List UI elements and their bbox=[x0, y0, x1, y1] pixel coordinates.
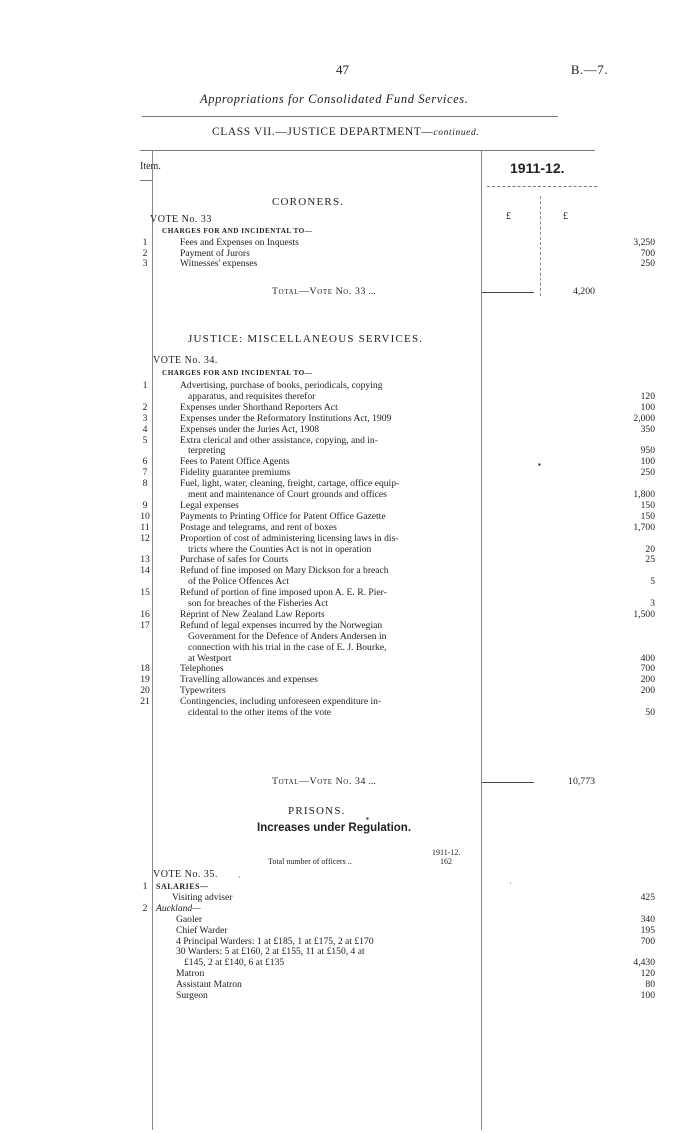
item-description: Purchase of safes for Courts bbox=[180, 554, 289, 566]
item-amount: 3,250 bbox=[633, 237, 655, 248]
item-amount: 120 bbox=[640, 390, 655, 402]
item-number: 4 bbox=[142, 423, 148, 435]
pound-sign-a: £ bbox=[506, 211, 511, 222]
item-description: Reprint of New Zealand Law Reports bbox=[180, 608, 325, 620]
justice-item-row bbox=[140, 697, 680, 707]
item-number: 11 bbox=[140, 521, 150, 533]
item-description: Surgeon bbox=[176, 990, 208, 1001]
stray-mark-vote-35: · bbox=[238, 873, 241, 882]
item-amount: 425 bbox=[640, 891, 655, 903]
justice-item-row bbox=[140, 381, 680, 391]
item-amount: 80 bbox=[645, 979, 655, 991]
item-number: 2 bbox=[142, 247, 148, 259]
item-amount: 200 bbox=[640, 674, 655, 686]
item-description: Legal expenses bbox=[180, 499, 239, 511]
item-number: 5 bbox=[142, 434, 148, 446]
justice-item-row bbox=[140, 534, 680, 544]
item-description: cidental to the other items of the vote bbox=[188, 707, 332, 718]
item-amount: 1,800 bbox=[633, 489, 655, 500]
item-description: Travelling allowances and expenses bbox=[180, 674, 318, 686]
item-number: 8 bbox=[142, 478, 148, 490]
justice-item-row bbox=[140, 523, 680, 533]
class-title-main: CLASS VII.—JUSTICE DEPARTMENT— bbox=[212, 126, 434, 138]
item-description: apparatus, and requisites therefor bbox=[188, 390, 316, 402]
justice-item-row bbox=[140, 599, 680, 609]
officers-count: 162 bbox=[440, 857, 452, 866]
item-description: Extra clerical and other assistance, copying, and in- bbox=[180, 434, 378, 446]
justice-item-row bbox=[140, 654, 680, 664]
justice-item-row bbox=[140, 468, 680, 478]
item-amount: 3 bbox=[650, 598, 655, 609]
item-description: son for breaches of the Fisheries Act bbox=[188, 598, 329, 609]
item-description: Matron bbox=[176, 968, 205, 980]
vote-33-total-label: Total—Vote No. 33 ... bbox=[272, 286, 376, 297]
item-description: ment and maintenance of Court grounds and offices bbox=[188, 489, 387, 500]
item-amount: 20 bbox=[645, 543, 655, 555]
justice-item-row bbox=[140, 436, 680, 446]
justice-item-row bbox=[140, 588, 680, 598]
stray-mark-amount: · bbox=[509, 879, 512, 888]
item-description: Payment of Jurors bbox=[180, 247, 250, 259]
vote-33-total-text: Total—Vote No. 33 bbox=[272, 286, 367, 297]
coroners-item-row bbox=[140, 259, 680, 269]
item-number: 12 bbox=[140, 532, 150, 544]
justice-item-row bbox=[140, 512, 680, 522]
item-amount: 700 bbox=[640, 935, 655, 947]
justice-item-row bbox=[140, 664, 680, 674]
prisons-item-row bbox=[140, 904, 680, 914]
item-amount: 50 bbox=[645, 707, 655, 718]
item-number: 14 bbox=[140, 565, 150, 577]
table-top-rule bbox=[140, 150, 595, 151]
prisons-item-row bbox=[140, 958, 680, 968]
item-description: Refund of legal expenses incurred by the Norwegian bbox=[180, 619, 383, 631]
item-amount: 1,700 bbox=[633, 521, 655, 533]
item-amount: 250 bbox=[640, 258, 655, 269]
item-amount: 150 bbox=[640, 510, 655, 522]
prisons-item-row bbox=[140, 947, 680, 957]
item-description: connection with his trial in the case of E. J. Bourke, bbox=[188, 641, 387, 653]
item-description: Typewriters bbox=[180, 685, 226, 697]
class-title bbox=[212, 126, 479, 138]
item-amount: 195 bbox=[640, 924, 655, 936]
justice-item-row bbox=[140, 566, 680, 576]
item-description: Witnesses' expenses bbox=[180, 258, 258, 269]
item-number: 2 bbox=[142, 401, 148, 413]
item-description: Expenses under the Reformatory Institutions Act, 1909 bbox=[180, 412, 392, 424]
item-number: 2 bbox=[142, 902, 148, 914]
prisons-item-row bbox=[140, 882, 680, 892]
justice-item-row bbox=[140, 686, 680, 696]
justice-item-row bbox=[140, 610, 680, 620]
item-number: 10 bbox=[140, 510, 150, 522]
item-description: Proportion of cost of administering licensing laws in dis- bbox=[180, 532, 399, 544]
item-description: Fidelity guarantee premiums bbox=[180, 467, 291, 479]
item-number: 1 bbox=[142, 237, 148, 248]
stray-mark: ▪ bbox=[538, 460, 541, 469]
title-rule bbox=[142, 116, 558, 117]
justice-item-row bbox=[140, 555, 680, 565]
item-number: 16 bbox=[140, 608, 150, 620]
justice-item-row bbox=[140, 632, 680, 642]
item-amount: 200 bbox=[640, 685, 655, 697]
item-amount: 2,000 bbox=[633, 412, 655, 424]
year-column-header: 1911-12. bbox=[510, 160, 565, 176]
item-description: 4 Principal Warders: 1 at £185, 1 at £175, 2 at £170 bbox=[176, 935, 374, 947]
item-amount: 950 bbox=[640, 445, 655, 457]
item-description: Auckland— bbox=[156, 902, 201, 914]
item-number: 19 bbox=[140, 674, 150, 686]
vote-34-total: 10,773 bbox=[568, 776, 595, 787]
justice-item-row bbox=[140, 403, 680, 413]
item-column-header: Item. bbox=[140, 161, 161, 172]
item-description: SALARIES— bbox=[156, 882, 209, 891]
item-number: 3 bbox=[142, 412, 148, 424]
item-amount: 4,430 bbox=[633, 957, 655, 969]
item-number: 7 bbox=[142, 467, 148, 479]
item-amount: 120 bbox=[640, 968, 655, 980]
justice-heading: JUSTICE: MISCELLANEOUS SERVICES. bbox=[188, 333, 424, 345]
coroners-heading: CORONERS. bbox=[272, 196, 345, 208]
item-description: Government for the Defence of Anders Andersen in bbox=[188, 630, 387, 642]
increases-heading: Increases under Regulation. bbox=[257, 822, 412, 834]
justice-item-row bbox=[140, 708, 680, 718]
officers-label: Total number of officers .. bbox=[268, 857, 352, 866]
vote-35-heading: VOTE No. 35. bbox=[153, 869, 218, 880]
item-amount: 700 bbox=[640, 663, 655, 675]
justice-item-row bbox=[140, 643, 680, 653]
vote-34-charges-heading: CHARGES FOR AND INCIDENTAL TO— bbox=[162, 369, 313, 377]
item-number: 3 bbox=[142, 258, 148, 269]
item-amount: 150 bbox=[640, 499, 655, 511]
vote-33-charges-heading: CHARGES FOR AND INCIDENTAL TO— bbox=[162, 227, 313, 235]
item-number: 15 bbox=[140, 587, 150, 599]
item-number: 20 bbox=[140, 685, 150, 697]
class-title-continued: continued. bbox=[433, 128, 480, 138]
prisons-item-row bbox=[140, 969, 680, 979]
justice-item-row bbox=[140, 545, 680, 555]
item-number: 9 bbox=[142, 499, 148, 511]
item-amount: 400 bbox=[640, 652, 655, 664]
document-reference: B.—7. bbox=[570, 62, 608, 77]
item-description: Expenses under Shorthand Reporters Act bbox=[180, 401, 338, 413]
prisons-item-row bbox=[140, 893, 680, 903]
vote-34-total-text: Total—Vote No. 34 bbox=[272, 776, 367, 787]
item-description: Fees to Patent Office Agents bbox=[180, 456, 290, 468]
item-description: Gaoler bbox=[176, 913, 203, 925]
item-number: 17 bbox=[140, 619, 150, 631]
page-number: 47 bbox=[336, 62, 349, 77]
justice-item-row bbox=[140, 490, 680, 500]
item-amount: 100 bbox=[640, 456, 655, 468]
justice-item-row bbox=[140, 577, 680, 587]
justice-item-row bbox=[140, 414, 680, 424]
vote-34-heading: VOTE No. 34. bbox=[153, 355, 218, 366]
item-description: Contingencies, including unforeseen expenditure in- bbox=[180, 696, 382, 708]
coroners-item-row bbox=[140, 238, 680, 248]
vote-33-total: 4,200 bbox=[572, 286, 595, 297]
item-number: 21 bbox=[140, 696, 150, 708]
item-description: Expenses under the Juries Act, 1908 bbox=[180, 423, 320, 435]
item-description: Assistant Matron bbox=[176, 979, 242, 991]
item-description: Payments to Printing Office for Patent Office Gazette bbox=[180, 510, 386, 522]
justice-item-row bbox=[140, 621, 680, 631]
item-description: Chief Warder bbox=[176, 924, 228, 936]
item-number: 18 bbox=[140, 663, 150, 675]
item-amount: 100 bbox=[640, 401, 655, 413]
item-description: terpreting bbox=[188, 445, 226, 457]
item-amount: 25 bbox=[645, 554, 655, 566]
justice-item-row bbox=[140, 675, 680, 685]
item-description: at Westport bbox=[188, 652, 232, 664]
officers-label-text: Total number of officers bbox=[268, 857, 346, 866]
vote-33-heading: VOTE No. 33 bbox=[150, 214, 212, 225]
item-header-underline bbox=[140, 180, 152, 181]
prisons-item-row bbox=[140, 991, 680, 1001]
prisons-item-row bbox=[140, 926, 680, 936]
item-number: 1 bbox=[142, 881, 148, 892]
item-number: 1 bbox=[142, 380, 148, 391]
justice-item-row bbox=[140, 446, 680, 456]
item-description: 30 Warders: 5 at £160, 2 at £155, 11 at £150, 4 at bbox=[176, 946, 365, 958]
item-description: Refund of portion of fine imposed upon A. E. R. Pier- bbox=[180, 587, 387, 599]
item-description: Fees and Expenses on Inquests bbox=[180, 237, 299, 248]
item-description: Advertising, purchase of books, periodicals, copying bbox=[180, 380, 383, 391]
justice-item-row bbox=[140, 501, 680, 511]
prisons-heading: PRISONS. bbox=[288, 805, 346, 817]
justice-item-row bbox=[140, 392, 680, 402]
vote-33-total-rule bbox=[482, 292, 534, 293]
item-amount: 5 bbox=[650, 576, 655, 588]
coroners-item-row bbox=[140, 249, 680, 259]
justice-item-row bbox=[140, 479, 680, 489]
item-amount: 340 bbox=[640, 913, 655, 925]
item-description: £145, 2 at £140, 6 at £135 bbox=[184, 957, 285, 969]
stray-mark-prisons: ▪ bbox=[366, 814, 369, 823]
prisons-item-row bbox=[140, 937, 680, 947]
page-title: Appropriations for Consolidated Fund Services. bbox=[200, 92, 469, 106]
item-description: Telephones bbox=[180, 663, 224, 675]
justice-item-row bbox=[140, 457, 680, 467]
item-amount: 100 bbox=[640, 990, 655, 1001]
item-amount: 350 bbox=[640, 423, 655, 435]
pound-sign-b: £ bbox=[563, 211, 568, 222]
item-number: 6 bbox=[142, 456, 148, 468]
prisons-item-row bbox=[140, 980, 680, 990]
item-amount: 700 bbox=[640, 247, 655, 259]
item-amount: 1,500 bbox=[633, 608, 655, 620]
item-amount: 250 bbox=[640, 467, 655, 479]
prisons-item-row bbox=[140, 915, 680, 925]
officers-year-label: 1911-12. bbox=[432, 848, 461, 857]
vote-34-total-label: Total—Vote No. 34 ... bbox=[272, 776, 376, 787]
item-description: Fuel, light, water, cleaning, freight, cartage, office equip- bbox=[180, 478, 400, 490]
vote-34-total-rule bbox=[482, 782, 534, 783]
item-description: Visiting adviser bbox=[172, 891, 233, 903]
year-header-underline bbox=[487, 186, 597, 187]
item-description: tricts where the Counties Act is not in operation bbox=[188, 543, 372, 555]
item-description: Postage and telegrams, and rent of boxes bbox=[180, 521, 337, 533]
item-description: Refund of fine imposed on Mary Dickson for a breach bbox=[180, 565, 389, 577]
justice-item-row bbox=[140, 425, 680, 435]
item-description: of the Police Offences Act bbox=[188, 576, 290, 588]
item-number: 13 bbox=[140, 554, 150, 566]
